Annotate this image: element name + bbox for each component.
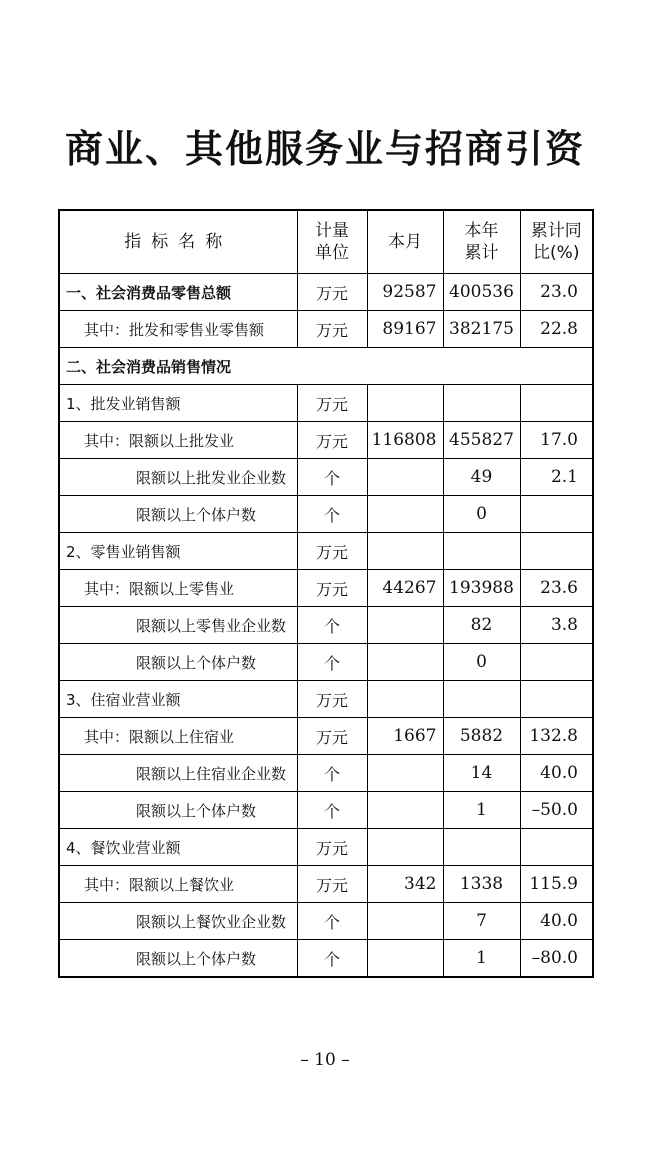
header-ytd	[443, 210, 520, 274]
row-unit: 个	[297, 940, 367, 978]
row-name: 其中：批发和零售业零售额	[59, 311, 297, 348]
row-month	[367, 755, 443, 792]
statistics-table	[58, 209, 594, 978]
row-yoy: 40.0	[520, 903, 593, 940]
row-name: 限额以上住宿业企业数	[59, 755, 297, 792]
row-yoy: 23.6	[520, 570, 593, 607]
row-ytd	[443, 829, 520, 866]
row-ytd: 49	[443, 459, 520, 496]
header-unit	[297, 210, 367, 274]
table-row	[59, 903, 593, 940]
row-yoy: 115.9	[520, 866, 593, 903]
row-month	[367, 385, 443, 422]
row-name: 一、社会消费品零售总额	[59, 274, 297, 311]
header-yoy	[520, 210, 593, 274]
row-yoy: –80.0	[520, 940, 593, 978]
row-name: 限额以上个体户数	[59, 940, 297, 978]
row-yoy: 3.8	[520, 607, 593, 644]
table-row	[59, 644, 593, 681]
row-month	[367, 496, 443, 533]
row-yoy	[520, 644, 593, 681]
row-ytd: 1	[443, 940, 520, 978]
row-unit: 万元	[297, 533, 367, 570]
row-unit: 个	[297, 792, 367, 829]
row-month: 342	[367, 866, 443, 903]
table-row	[59, 348, 593, 385]
row-yoy: 17.0	[520, 422, 593, 459]
row-ytd: 1338	[443, 866, 520, 903]
row-name: 限额以上零售业企业数	[59, 607, 297, 644]
row-month: 116808	[367, 422, 443, 459]
row-yoy: 2.1	[520, 459, 593, 496]
row-ytd: 400536	[443, 274, 520, 311]
row-unit: 万元	[297, 570, 367, 607]
row-yoy	[520, 385, 593, 422]
row-name: 限额以上个体户数	[59, 496, 297, 533]
row-month	[367, 940, 443, 978]
row-unit: 个	[297, 903, 367, 940]
table-row	[59, 792, 593, 829]
row-unit: 万元	[297, 866, 367, 903]
row-yoy: –50.0	[520, 792, 593, 829]
header-unit-text: 计量 单位	[315, 221, 349, 263]
row-name: 4、餐饮业营业额	[59, 829, 297, 866]
row-month	[367, 681, 443, 718]
table-row	[59, 681, 593, 718]
row-month: 92587	[367, 274, 443, 311]
row-month	[367, 533, 443, 570]
row-month: 44267	[367, 570, 443, 607]
row-ytd	[443, 681, 520, 718]
row-name: 其中：限额以上餐饮业	[59, 866, 297, 903]
row-name: 其中：限额以上批发业	[59, 422, 297, 459]
row-yoy	[520, 496, 593, 533]
table-row	[59, 385, 593, 422]
row-month	[367, 903, 443, 940]
header-indicator-name: 指标名称	[59, 210, 297, 274]
row-name: 其中：限额以上住宿业	[59, 718, 297, 755]
row-unit: 万元	[297, 385, 367, 422]
row-ytd: 455827	[443, 422, 520, 459]
row-yoy: 23.0	[520, 274, 593, 311]
table-row	[59, 459, 593, 496]
row-yoy	[520, 829, 593, 866]
table-row	[59, 274, 593, 311]
row-ytd	[443, 385, 520, 422]
row-month: 89167	[367, 311, 443, 348]
row-unit: 个	[297, 607, 367, 644]
row-month	[367, 607, 443, 644]
row-unit: 万元	[297, 274, 367, 311]
table-row	[59, 533, 593, 570]
row-name: 3、住宿业营业额	[59, 681, 297, 718]
table-row	[59, 866, 593, 903]
row-unit: 万元	[297, 311, 367, 348]
header-ytd-text: 本年 累计	[464, 221, 499, 263]
row-unit: 万元	[297, 829, 367, 866]
row-unit: 个	[297, 755, 367, 792]
row-name: 限额以上餐饮业企业数	[59, 903, 297, 940]
row-unit: 万元	[297, 718, 367, 755]
table-row	[59, 570, 593, 607]
row-ytd	[443, 533, 520, 570]
row-name: 2、零售业销售额	[59, 533, 297, 570]
row-month	[367, 644, 443, 681]
row-unit: 万元	[297, 681, 367, 718]
row-month	[367, 792, 443, 829]
page-title: 商业、其他服务业与招商引资	[64, 127, 585, 171]
row-ytd: 1	[443, 792, 520, 829]
row-name: 限额以上批发业企业数	[59, 459, 297, 496]
table-row	[59, 422, 593, 459]
row-month	[367, 829, 443, 866]
row-yoy	[520, 533, 593, 570]
row-yoy	[520, 681, 593, 718]
table-row	[59, 718, 593, 755]
header-yoy-text: 累计同 比(%)	[530, 221, 582, 263]
row-unit: 个	[297, 644, 367, 681]
table-row	[59, 496, 593, 533]
row-ytd: 193988	[443, 570, 520, 607]
row-name: 限额以上个体户数	[59, 644, 297, 681]
row-yoy: 132.8	[520, 718, 593, 755]
table-row	[59, 607, 593, 644]
row-unit: 个	[297, 459, 367, 496]
table-header-row	[59, 210, 593, 274]
row-ytd: 382175	[443, 311, 520, 348]
row-ytd: 14	[443, 755, 520, 792]
row-ytd: 5882	[443, 718, 520, 755]
row-unit: 个	[297, 496, 367, 533]
page-number: – 10 –	[300, 1050, 350, 1070]
row-ytd: 0	[443, 496, 520, 533]
table-row	[59, 311, 593, 348]
table-row	[59, 829, 593, 866]
row-unit: 万元	[297, 422, 367, 459]
row-ytd: 82	[443, 607, 520, 644]
row-name: 其中：限额以上零售业	[59, 570, 297, 607]
row-yoy: 22.8	[520, 311, 593, 348]
header-month: 本月	[367, 210, 443, 274]
section-heading: 二、社会消费品销售情况	[59, 348, 593, 385]
table-row	[59, 940, 593, 978]
row-yoy: 40.0	[520, 755, 593, 792]
row-name: 1、批发业销售额	[59, 385, 297, 422]
row-month	[367, 459, 443, 496]
table-row	[59, 755, 593, 792]
row-month: 1667	[367, 718, 443, 755]
row-ytd: 0	[443, 644, 520, 681]
row-ytd: 7	[443, 903, 520, 940]
row-name: 限额以上个体户数	[59, 792, 297, 829]
